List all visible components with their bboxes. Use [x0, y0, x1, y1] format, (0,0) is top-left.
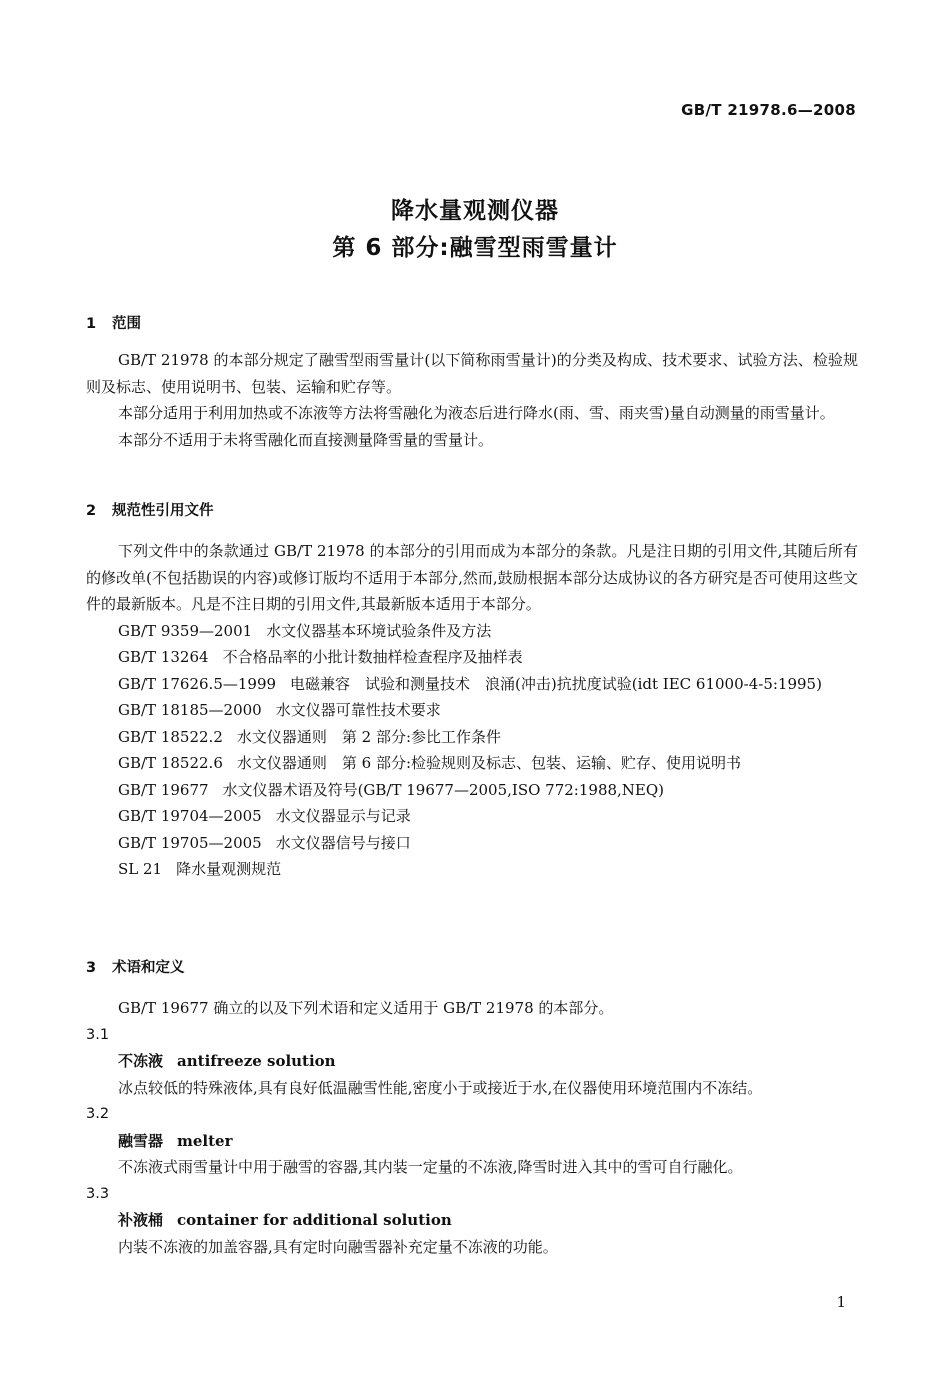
term-en: container for additional solution — [177, 1211, 452, 1229]
paragraph: GB/T 19677 确立的以及下列术语和定义适用于 GB/T 21978 的本部分。 — [118, 999, 614, 1017]
section-normative-references — [86, 498, 858, 883]
term-en: antifreeze solution — [177, 1052, 336, 1070]
section-scope — [86, 311, 858, 453]
clause-number: 3.3 — [86, 1185, 110, 1202]
reference-item — [86, 644, 858, 671]
paragraph: 本部分不适用于未将雪融化而直接测量降雪量的雪量计。 — [118, 430, 494, 449]
section-heading — [86, 955, 858, 981]
document-title-line1: 降水量观测仪器 — [391, 198, 559, 224]
section-number: 2 — [86, 503, 97, 519]
term-zh: 补液桶 — [118, 1211, 164, 1229]
reference-item — [86, 724, 858, 751]
section-number: 3 — [86, 960, 97, 976]
reference-code: GB/T 19705—2005 — [118, 833, 262, 852]
clause-number: 3.2 — [86, 1106, 110, 1122]
reference-code: GB/T 9359—2001 — [118, 621, 253, 640]
reference-item — [86, 830, 858, 857]
section-heading — [86, 498, 858, 524]
reference-item — [86, 856, 858, 883]
term-entry — [86, 1207, 858, 1234]
reference-code: GB/T 19677 — [118, 780, 209, 799]
paragraph: 本部分适用于利用加热或不冻液等方法将雪融化为液态后进行降水(雨、雪、雨夹雪)量自动测量的雨雪量计。 — [118, 404, 835, 422]
term-zh: 不冻液 — [118, 1052, 164, 1070]
section-title: 规范性引用文件 — [112, 503, 214, 519]
section-heading — [86, 311, 858, 337]
reference-code: GB/T 18522.2 — [118, 727, 223, 746]
term-en: melter — [177, 1131, 233, 1150]
reference-title: 降水量观测规范 — [176, 860, 282, 878]
page-number: 1 — [836, 1293, 846, 1311]
reference-title: 水文仪器信号与接口 — [275, 833, 411, 852]
section-number: 1 — [86, 316, 97, 332]
reference-item — [86, 803, 858, 830]
reference-code: GB/T 18185—2000 — [118, 701, 262, 719]
reference-code: GB/T 19704—2005 — [118, 807, 262, 825]
reference-item — [86, 750, 858, 777]
section-title: 术语和定义 — [112, 960, 185, 976]
reference-item — [86, 671, 858, 698]
section-title: 范围 — [112, 316, 141, 332]
reference-title: 电磁兼容 试验和测量技术 浪涌(冲击)抗扰度试验(idt IEC 61000-4-5:1995) — [290, 674, 822, 693]
term-entry — [86, 1048, 858, 1075]
reference-title: 水文仪器术语及符号(GB/T 19677—2005,ISO 772:1988,NEQ) — [222, 780, 665, 799]
term-definition: 不冻液式雨雪量计中用于融雪的容器,其内装一定量的不冻液,降雪时进入其中的雪可自行融化。 — [118, 1158, 743, 1176]
reference-title: 水文仪器基本环境试验条件及方法 — [266, 621, 492, 640]
reference-title: 不合格品率的小批计数抽样检查程序及抽样表 — [222, 648, 523, 666]
reference-title: 水文仪器通则 第 6 部分:检验规则及标志、包装、运输、贮存、使用说明书 — [236, 754, 742, 772]
reference-item — [86, 777, 858, 804]
term-definition: 冰点较低的特殊液体,具有良好低温融雪性能,密度小于或接近于水,在仪器使用环境范围内不冻结。 — [118, 1078, 763, 1097]
reference-item — [86, 697, 858, 724]
reference-code: GB/T 18522.6 — [118, 754, 223, 772]
reference-code: SL 21 — [118, 860, 163, 878]
term-definition: 内装不冻液的加盖容器,具有定时向融雪器补充定量不冻液的功能。 — [118, 1237, 558, 1256]
reference-title: 水文仪器显示与记录 — [275, 807, 411, 825]
term-zh: 融雪器 — [118, 1131, 164, 1150]
clause-number: 3.1 — [86, 1026, 110, 1043]
reference-code: GB/T 17626.5—1999 — [118, 674, 277, 693]
reference-title: 水文仪器通则 第 2 部分:参比工作条件 — [236, 727, 502, 746]
paragraph: GB/T 21978 的本部分规定了融雪型雨雪量计(以下简称雨雪量计)的分类及构成、技术要求、试验方法、检验规则及标志、使用说明书、包装、运输和贮存等。 — [86, 351, 858, 396]
reference-title: 水文仪器可靠性技术要求 — [275, 701, 441, 719]
term-entry — [86, 1128, 858, 1155]
paragraph: 下列文件中的条款通过 GB/T 21978 的本部分的引用而成为本部分的条款。凡是注日期的引用文件,其随后所有的修改单(不包括勘误的内容)或修订版均不适用于本部分,然而,鼓励根据本部分达成协议的各方研究是否可使用这些文件的最新版本。凡是不注日期的引用文件,其最新版本适用于本部分。 — [86, 542, 858, 613]
reference-code: GB/T 13264 — [118, 648, 209, 666]
document-title-line2: 第 6 部分:融雪型雨雪量计 — [332, 235, 618, 261]
standard-code: GB/T 21978.6—2008 — [681, 101, 856, 119]
section-terms-definitions — [86, 955, 858, 1260]
reference-item — [86, 618, 858, 645]
